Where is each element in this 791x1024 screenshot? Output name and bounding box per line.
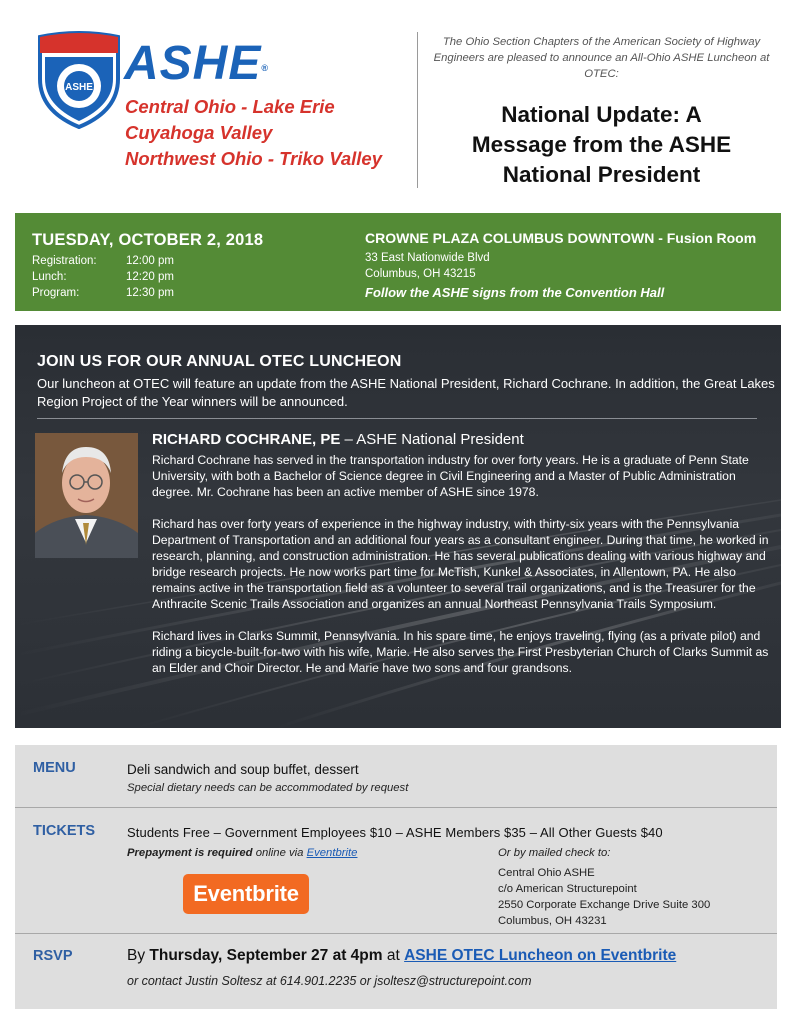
menu-label: MENU [33, 760, 76, 776]
info-divider [15, 933, 777, 934]
mailing-address [498, 865, 710, 929]
ticket-prices: Students Free – Government Employees $10 – ASHE Members $35 – All Other Guests $40 [127, 825, 663, 840]
info-box [15, 745, 777, 1009]
prepay-note [127, 847, 357, 859]
join-description: Our luncheon at OTEC will feature an update from the ASHE National President, Richard Cochrane. In addition, the Great Lakes Region Project of the Year winners will be announced. [37, 376, 775, 409]
speaker-name: RICHARD COCHRANE, PE [152, 431, 341, 448]
ashe-wordmark: ASHE® [124, 37, 269, 90]
address-line: 33 East Nationwide Blvd [365, 252, 490, 264]
schedule-time: 12:00 pm [126, 255, 174, 267]
chapter-line: Central Ohio - Lake Erie [125, 96, 335, 117]
header-divider [417, 32, 418, 188]
event-title [430, 100, 773, 190]
schedule-row [32, 269, 174, 285]
mail-address-line: Columbus, OH 43231 [498, 915, 607, 927]
event-title-line: National President [502, 162, 701, 187]
section-divider [37, 418, 757, 419]
schedule-time: 12:20 pm [126, 271, 174, 283]
rsvp-middle: at [382, 947, 405, 964]
menu-description: Deli sandwich and soup buffet, dessert [127, 762, 359, 777]
eventbrite-link[interactable]: Eventbrite [306, 847, 358, 859]
event-details-band [15, 213, 781, 311]
menu-note: Special dietary needs can be accommodated by request [127, 782, 409, 794]
speaker-role: – ASHE National President [340, 431, 524, 448]
schedule-label: Registration: [32, 255, 97, 267]
mail-address-line: Central Ohio ASHE [498, 867, 595, 879]
info-divider [15, 807, 777, 808]
rsvp-date: Thursday, September 27 at 4pm [149, 947, 383, 964]
event-schedule [32, 253, 174, 301]
venue-address [365, 250, 490, 282]
mail-address-line: c/o American Structurepoint [498, 883, 637, 895]
chapter-list [125, 94, 415, 172]
rsvp-deadline [127, 947, 676, 965]
announcement-intro: The Ohio Section Chapters of the American Society of Highway Engineers are pleased to announce an All-Ohio ASHE Luncheon at OTEC: [433, 36, 770, 80]
prepay-text: online via [252, 847, 307, 859]
speaker-bio [152, 452, 777, 692]
chapter-line: Cuyahoga Valley [125, 122, 273, 143]
eventbrite-logo-button[interactable]: Eventbrite [183, 874, 309, 914]
speaker-section [15, 325, 781, 728]
rsvp-eventbrite-link[interactable]: ASHE OTEC Luncheon on Eventbrite [404, 947, 677, 964]
event-title-line: Message from the ASHE [471, 132, 732, 157]
chapter-line: Northwest Ohio - Triko Valley [125, 148, 382, 169]
tickets-label: TICKETS [33, 823, 96, 839]
rsvp-label: RSVP [33, 948, 73, 964]
speaker-photo [35, 433, 138, 558]
mail-address-line: 2550 Corporate Exchange Drive Suite 300 [498, 899, 711, 911]
rsvp-prefix: By [127, 947, 150, 964]
bio-paragraph: Richard lives in Clarks Summit, Pennsylvania. In his spare time, he enjoys traveling, flying (as a private pilot) and riding a bicycle-built-for-two with his wife, Marie. He also serves the First Presbyterian Church of Clarks Summit as an Elder and Choir Director. He and Marie have two sons and four grandsons. [152, 629, 769, 675]
directions-note: Follow the ASHE signs from the Convention Hall [365, 285, 665, 300]
mail-check-note: Or by mailed check to: [498, 847, 611, 859]
bio-paragraph: Richard has over forty years of experience in the highway industry, with thirty-six years with the Pennsylvania Department of Transportation and an additional four years as a consultant engineer. During that time, he worked in research, planning, and construction administration. He has several publications dealing with various highway and bridge research projects. He now works part time for McTish, Kunkel & Associates, in Allentown, PA. He also remains active in the transportation field as a volunteer to several trail organizations, and is the Treasurer for the Anthracite Scenic Trails Association and organizes an annual Northeast Pennsylvania Trails Symposium. [152, 517, 769, 611]
speaker-heading [152, 431, 524, 448]
flyer-header [0, 0, 791, 212]
event-title-line: National Update: A [501, 102, 702, 127]
prepay-required: Prepayment is required [127, 847, 253, 859]
schedule-row [32, 285, 174, 301]
address-line: Columbus, OH 43215 [365, 268, 476, 280]
event-date: TUESDAY, OCTOBER 2, 2018 [32, 231, 264, 249]
schedule-time: 12:30 pm [126, 287, 174, 299]
ashe-shield-logo [36, 31, 122, 129]
venue-name: CROWNE PLAZA COLUMBUS DOWNTOWN - Fusion Room [365, 230, 757, 246]
rsvp-contact: or contact Justin Soltesz at 614.901.2235 or jsoltesz@structurepoint.com [127, 974, 532, 988]
bio-paragraph: Richard Cochrane has served in the transportation industry for over forty years. He is a graduate of Penn State University, with both a Bachelor of Science degree in Civil Engineering and a Master of Public Administration degree. Mr. Cochrane has been an active member of ASHE since 1978. [152, 453, 749, 499]
svg-text:ASHE: ASHE [65, 82, 93, 93]
schedule-label: Program: [32, 287, 80, 299]
join-heading: JOIN US FOR OUR ANNUAL OTEC LUNCHEON [37, 353, 402, 370]
schedule-label: Lunch: [32, 271, 67, 283]
schedule-row [32, 253, 174, 269]
